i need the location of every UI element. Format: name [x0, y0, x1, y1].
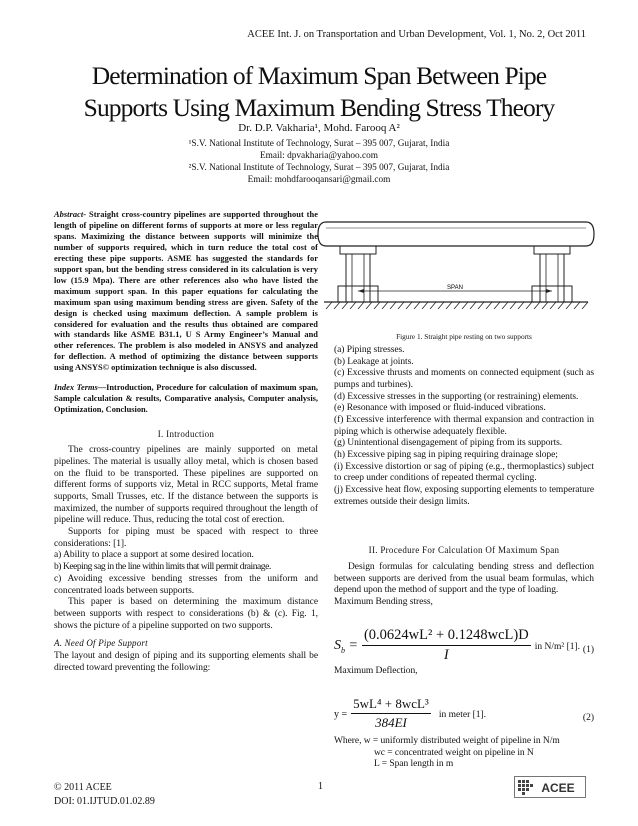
- intro-paragraph-3: This paper is based on determining the maximum distance between supports with respect to considerations (b) & (c). Fig. 1, shows the picture of a pipeline supported on two supports.: [54, 597, 318, 631]
- eq1-lhs: $S_b$ =: [334, 638, 358, 655]
- procedure-paragraph: Design formulas for calculating bending stress and deflection between supports are derived from the usual beam formulas, which depend upon the method of support and the type of loading.: [334, 562, 594, 596]
- eq2-unit: in meter [1].: [438, 710, 487, 721]
- list-item: (h) Excessive piping sag in piping requiring drainage slope;: [334, 449, 558, 460]
- list-item: (j) Excessive heat flow, exposing supporting elements to temperature extremes outside their design limits.: [334, 484, 594, 507]
- index-terms-label: Index Terms: [54, 383, 98, 393]
- paper-title: [0, 60, 638, 124]
- footer-left: [54, 781, 155, 809]
- abstract: [54, 210, 318, 374]
- list-item: (i) Excessive distortion or sag of piping (e.g., thermoplastics) subject to creep under conditions of repeated thermal cycling.: [334, 461, 594, 484]
- index-terms: [54, 383, 318, 416]
- svg-text:ACEE: ACEE: [541, 781, 575, 795]
- intro-paragraph-4: The layout and design of piping and its supporting elements shall be directed toward preventing the following:: [54, 651, 318, 674]
- index-terms-text: —Introduction, Procedure for calculation of maximum span, Sample calculation & results, Comparative analysis, Computer analysis, Optimization, Conclusion.: [54, 383, 318, 415]
- list-item: (a) Piping stresses.: [334, 345, 405, 355]
- journal-header: ACEE Int. J. on Transportation and Urban Development, Vol. 1, No. 2, Oct 2011: [247, 29, 586, 40]
- variable-definitions: [334, 736, 594, 771]
- list-item: (e) Resonance with imposed or fluid-induced vibrations.: [334, 403, 546, 414]
- email-2: Email: mohdfarooqansari@gmail.com: [247, 175, 391, 185]
- section-heading-introduction: I. Introduction: [157, 429, 215, 440]
- eq1-unit: in N/m² [1].: [534, 642, 581, 653]
- copyright: © 2011 ACEE: [54, 782, 112, 793]
- eq2-numerator: 5wL⁴ + 8wcL³: [351, 696, 431, 714]
- title-line-2: Supports Using Maximum Bending Stress Theory: [83, 93, 555, 122]
- eq2-lhs: y =: [334, 709, 348, 721]
- list-item: (d) Excessive stresses in the supporting (or restraining) elements.: [334, 391, 579, 402]
- affiliation-1: ¹S.V. National Institute of Technology, Surat – 395 007, Gujarat, India: [188, 139, 450, 149]
- pipe-support-figure: [316, 216, 596, 324]
- acee-logo: [514, 776, 586, 798]
- deflection-label: Maximum Deflection,: [334, 666, 418, 676]
- section-heading-procedure: II. Procedure For Calculation Of Maximum Span: [368, 545, 560, 555]
- consideration-c: c) Avoiding excessive bending stresses from the uniform and concentrated loads between supports.: [54, 573, 318, 596]
- eq2-denominator: 384EI: [375, 715, 407, 730]
- list-item: (f) Excessive interference with thermal expansion and contraction in piping which is otherwise adequately flexible.: [334, 414, 594, 437]
- left-column: [54, 210, 318, 675]
- intro-paragraph-2: Supports for piping must be spaced with respect to three considerations: [1].: [54, 527, 318, 549]
- eq1-denominator: I: [443, 647, 449, 663]
- list-item: (g) Unintentional disengagement of piping from its supports.: [334, 438, 563, 449]
- doi: DOI: 01.IJTUD.01.02.89: [54, 796, 155, 807]
- definition-wc: wc = concentrated weight on pipeline in N: [374, 747, 534, 758]
- equation-2: [334, 696, 604, 731]
- abstract-text: Straight cross-country pipelines are supported throughout the length of pipeline on different forms of supports at more or less regular spans. Maximizing the distance between supports will minimize the number of supports required, which in turn reduce the total cost of erecting these pipe supports. ASME has suggested the standards for support span, but the bending stress considered in its calculation is very low (15.9 Mpa). There are other references also who have listed the maximum support span. In this paper equations for calculating the maximum span using maximum bending stress are given. Safety of the design is checked using maximum deflection. A sample problem is considered for evaluation and the results thus obtained are compared with standards like ASME B31.1, U S Army Engineer’s Manual and other references. The problem is also modeled in ANSYS and analyzed for deflection. A method of optimizing the distance between supports using ANSYS© optimization technique is also discussed.: [54, 210, 318, 373]
- figure-caption: Figure 1. Straight pipe resting on two supports: [396, 332, 532, 341]
- page-number: 1: [318, 781, 323, 792]
- eq1-number: (1): [582, 645, 594, 655]
- equation-1: [334, 627, 604, 664]
- definition-L: L = Span length in m: [374, 759, 454, 770]
- title-line-1: Determination of Maximum Span Between Pipe: [91, 61, 547, 90]
- abstract-label: Abstract-: [54, 210, 87, 219]
- consideration-a: a) Ability to place a support at some desired location.: [54, 550, 254, 561]
- eq1-numerator: (0.0624wL² + 0.1248wcL)D: [362, 627, 531, 646]
- affiliation-2: ²S.V. National Institute of Technology, Surat – 395 007, Gujarat, India: [188, 163, 450, 173]
- span-label: SPAN: [447, 285, 463, 291]
- section-2: [334, 545, 594, 609]
- eq2-number: (2): [582, 713, 594, 723]
- eq2-fraction: [351, 696, 431, 731]
- intro-paragraph-1: The cross-country pipelines are mainly supported on metal pipelines. The material is usually alloy metal, which is chosen based on the fluid to be transported. These pipelines are supported on different forms of supports viz, Metal in RCC supports, Metal frame supports, Small Trusses, etc. If the distance between the supports is maximized, the number of supports required throughout the length of pipeline will reduce. Thus, reducing the total cost of erection.: [54, 445, 318, 526]
- consideration-b: b) Keeping sag in the line within limits that will permit drainage.: [54, 562, 271, 573]
- stress-label: Maximum Bending stress,: [334, 597, 433, 608]
- concerns-list: [334, 345, 594, 508]
- definition-w: Where, w = uniformly distributed weight of pipeline in N/m: [334, 736, 560, 746]
- list-item: (c) Excessive thrusts and moments on connected equipment (such as pumps and turbines).: [334, 368, 594, 390]
- email-1: Email: dpvakharia@yahoo.com: [259, 151, 379, 161]
- authors: Dr. D.P. Vakharia¹, Mohd. Farooq A²: [238, 122, 400, 134]
- ground-hatching: [326, 302, 588, 309]
- list-item: (b) Leakage at joints.: [334, 356, 414, 367]
- subsection-heading: A. Need Of Pipe Support: [54, 638, 148, 649]
- eq1-fraction: [362, 627, 531, 664]
